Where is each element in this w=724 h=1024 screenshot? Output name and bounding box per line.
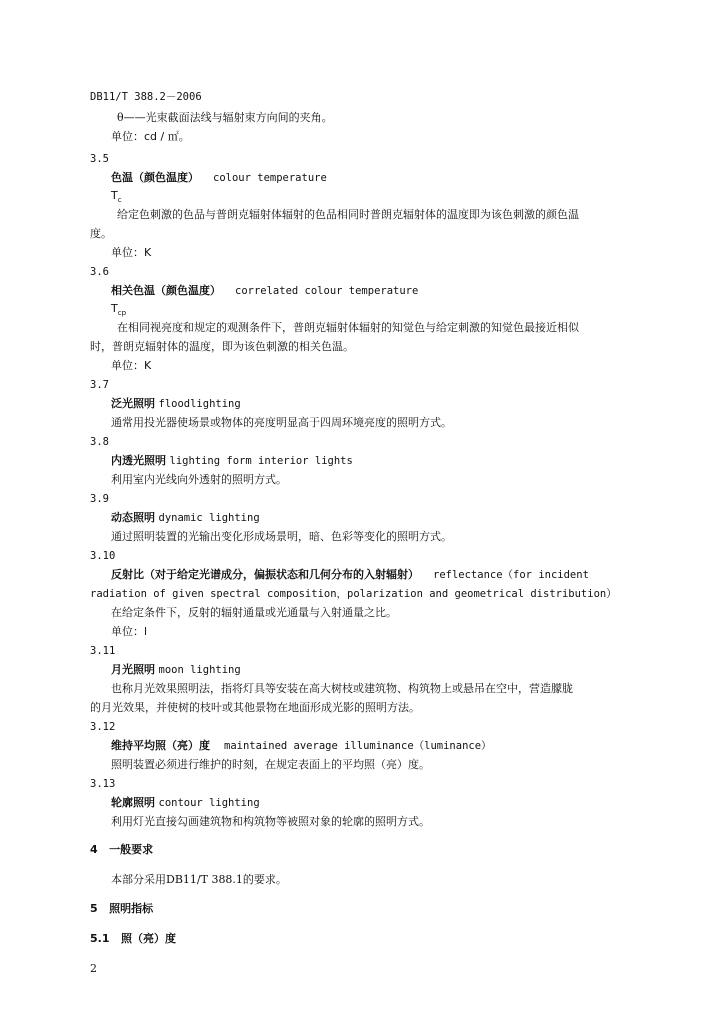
- section-number: 3.11: [90, 645, 116, 657]
- chapter-body: 本部分采用DB11/T 388.1的要求。: [111, 873, 287, 886]
- chapter-heading: 5 照明指标: [90, 902, 154, 915]
- term-heading: [111, 397, 241, 411]
- term-title-en-cont: radiation of given spectral composition，polarization and geometrical distribution）: [90, 588, 617, 600]
- section-number: 3.6: [90, 266, 109, 278]
- term-heading: [111, 796, 260, 810]
- unit-line: 单位：cd / ㎡。: [111, 130, 190, 143]
- section-number: 3.12: [90, 721, 116, 733]
- term-symbol: $T_c$: [111, 189, 122, 205]
- term-heading: [111, 511, 260, 525]
- section-number: 3.5: [90, 153, 109, 165]
- term-definition: 利用室内光线向外透射的照明方式。: [111, 473, 287, 486]
- term-title-en: colour temperature: [213, 172, 327, 184]
- term-title-en: contour lighting: [158, 797, 260, 809]
- term-heading: [111, 663, 241, 677]
- term-title-cn: 维持平均照（亮）度: [111, 739, 210, 752]
- section-number: 3.9: [90, 493, 109, 505]
- term-title-cn: 月光照明: [111, 663, 155, 676]
- term-definition-cont: 的月光效果，并使树的枝叶或其他景物在地面形成光影的照明方法。: [90, 701, 420, 714]
- subsection-heading: 5.1 照（亮）度: [90, 932, 176, 945]
- term-heading: [111, 284, 418, 298]
- chapter-heading: 4 一般要求: [90, 843, 154, 856]
- unit-line: 单位：l: [111, 625, 148, 638]
- unit-line: 单位：K: [111, 246, 152, 259]
- term-title-en: floodlighting: [158, 398, 241, 410]
- term-definition: 在给定条件下，反射的辐射通量或光通量与入射通量之比。: [111, 606, 397, 619]
- term-symbol: $T_{cp}$: [111, 302, 127, 318]
- term-definition: 通过照明装置的光输出变化形成场景明，暗、色彩等变化的照明方式。: [111, 530, 452, 543]
- term-definition: 在相同视亮度和规定的观测条件下，普朗克辐射体辐射的知觉色与给定刺激的知觉色最接近相似: [117, 321, 579, 334]
- term-definition: 照明装置必须进行维护的时刻，在规定表面上的平均照（亮）度。: [111, 758, 430, 771]
- term-definition: 通常用投光器使场景或物体的亮度明显高于四周环境亮度的照明方式。: [111, 416, 452, 429]
- term-definition: 也称月光效果照明法，指将灯具等安装在高大树枝或建筑物、构筑物上或悬吊在空中，营造朦胧: [111, 682, 573, 695]
- term-title-cn: 内透光照明: [111, 454, 166, 467]
- term-title-en: dynamic lighting: [158, 512, 260, 524]
- section-number: 3.8: [90, 436, 109, 448]
- term-title-en: lighting form interior lights: [169, 455, 353, 467]
- term-heading: [111, 171, 327, 185]
- section-number: 3.10: [90, 550, 116, 562]
- term-title-en: reflectance（for incident: [433, 569, 589, 581]
- term-title-cn: 泛光照明: [111, 397, 155, 410]
- unit-line: 单位：K: [111, 359, 152, 372]
- term-title-en: maintained average illuminance（luminance）: [224, 740, 492, 752]
- term-title-cn: 动态照明: [111, 511, 155, 524]
- term-definition-cont: 度。: [90, 227, 112, 240]
- term-definition: 给定色刺激的色品与普朗克辐射体辐射的色品相同时普朗克辐射体的温度即为该色刺激的颜色温: [117, 208, 579, 221]
- section-number: 3.7: [90, 379, 109, 391]
- term-title-en: moon lighting: [158, 664, 241, 676]
- term-heading: [111, 454, 353, 468]
- term-definition: 利用灯光直接勾画建筑物和构筑物等被照对象的轮廓的照明方式。: [111, 815, 430, 828]
- term-title-cn: 色温（颜色温度）: [111, 171, 199, 184]
- term-definition-cont: 时，普朗克辐射体的温度，即为该色刺激的相关色温。: [90, 340, 354, 353]
- term-heading: [111, 739, 492, 753]
- term-heading: [111, 568, 589, 582]
- section-number: 3.13: [90, 778, 116, 790]
- term-title-cn: 相关色温（颜色温度）: [111, 284, 221, 297]
- page-number: 2: [90, 962, 97, 975]
- term-title-cn: 轮廓照明: [111, 796, 155, 809]
- term-title-cn: 反射比（对于给定光谱成分，偏振状态和几何分布的入射辐射）: [111, 568, 419, 581]
- doc-header: DB11/T 388.2－2006: [90, 91, 202, 103]
- theta-definition: θ——光束截面法线与辐射束方向间的夹角。: [117, 111, 333, 124]
- term-title-en: correlated colour temperature: [235, 285, 419, 297]
